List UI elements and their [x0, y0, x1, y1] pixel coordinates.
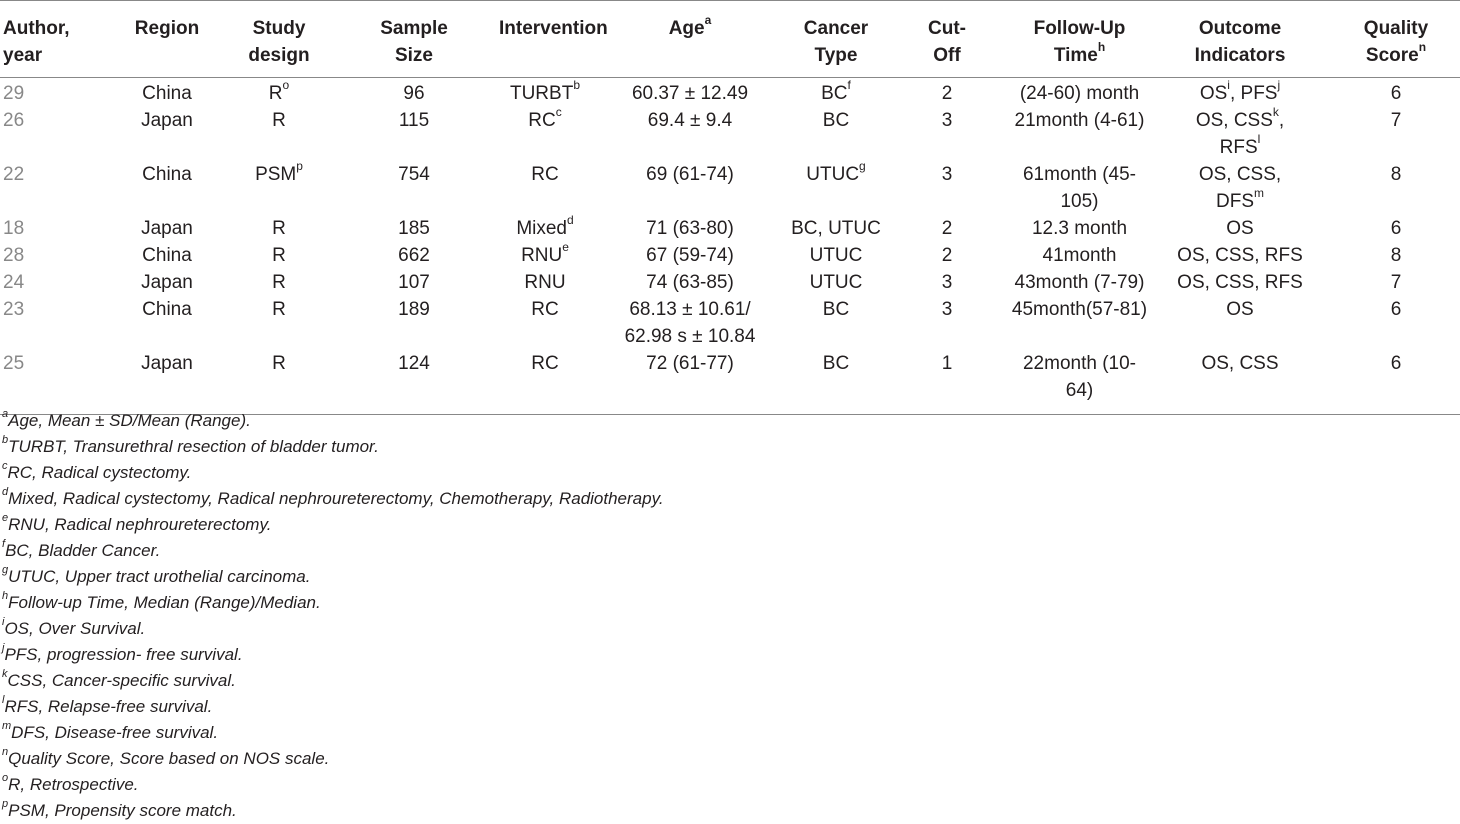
superscript-marker: o	[282, 78, 290, 92]
cell-age: 71 (63-80)	[646, 218, 734, 239]
cell-author: 18	[3, 218, 25, 239]
cell-author: 28	[3, 245, 25, 266]
footnote-marker: p	[2, 798, 9, 810]
footnote-marker: l	[2, 694, 5, 706]
cell-region: Japan	[141, 110, 193, 131]
cell-intervention: RC	[531, 164, 559, 185]
footnote-item: $^b$TURBT, Transurethral resection of bladder tumor.	[2, 434, 379, 456]
cell-cancer-type: $BC^f$	[821, 78, 851, 104]
table-row	[0, 107, 1460, 161]
table-row	[0, 78, 1460, 108]
cell-author: 26	[3, 110, 25, 131]
cell-sample-size: 754	[398, 164, 430, 185]
footnote-item: $^o$R, Retrospective.	[2, 772, 139, 794]
cell-quality-score: 8	[1390, 245, 1402, 266]
footnote-marker: k	[2, 668, 8, 680]
superscript-marker: m	[1254, 186, 1264, 200]
cell-age: 60.37 ± 12.49	[631, 83, 749, 104]
cell-intervention: RNU	[524, 272, 566, 293]
cell-quality-score: 7	[1390, 110, 1402, 131]
cell-intervention: $RC^c$	[528, 105, 562, 131]
footnote-item: $^d$Mixed, Radical cystectomy, Radical nephroureterectomy, Chemotherapy, Radiotherapy.	[2, 486, 664, 508]
cell-age: 74 (63-85)	[646, 272, 734, 293]
cell-quality-score: 6	[1390, 299, 1402, 320]
table-row	[0, 350, 1460, 415]
footnote-item: $^h$Follow-up Time, Median (Range)/Median.	[2, 590, 321, 612]
cell-study-design: R	[272, 110, 286, 131]
column-header: Cut- Off	[928, 18, 966, 66]
table-row	[0, 296, 1460, 350]
superscript-marker: c	[555, 105, 562, 119]
superscript-marker: l	[1257, 132, 1261, 146]
cell-follow-up: 12.3 month	[1031, 218, 1128, 239]
footnote-item: $^a$Age, Mean ± SD/Mean (Range).	[2, 408, 251, 430]
table-row	[0, 161, 1460, 215]
cell-quality-score: 6	[1390, 353, 1402, 374]
cell-outcome-indicators: OS, CSS, RFS	[1177, 245, 1303, 266]
cell-cut-off: 2	[941, 218, 953, 239]
cell-cut-off: 3	[941, 164, 953, 185]
cell-sample-size: 115	[398, 110, 430, 131]
cell-follow-up: 41month	[1042, 245, 1117, 266]
footnote-item: $^k$CSS, Cancer-specific survival.	[2, 668, 236, 690]
cell-outcome-indicators: OS	[1226, 299, 1254, 320]
footnote-marker: a	[2, 408, 9, 420]
cell-quality-score: 8	[1390, 164, 1402, 185]
column-header: Author, year	[3, 18, 70, 66]
footnote-marker: n	[2, 746, 9, 758]
cell-region: Japan	[141, 218, 193, 239]
cell-cancer-type: BC	[822, 299, 850, 320]
cell-sample-size: 107	[398, 272, 430, 293]
cell-outcome-indicators: OS, CSS, RFS	[1177, 272, 1303, 293]
column-header: Follow-Up Time$^h$	[1033, 18, 1126, 66]
cell-quality-score: 6	[1390, 218, 1402, 239]
superscript-marker: e	[562, 240, 569, 254]
cell-age: 67 (59-74)	[646, 245, 734, 266]
column-header: Study design	[248, 18, 310, 66]
cell-quality-score: 7	[1390, 272, 1402, 293]
table-body	[0, 78, 1460, 415]
cell-cancer-type: UTUC	[809, 272, 863, 293]
header-footnote-marker: h	[1097, 40, 1106, 54]
footnote-marker: m	[2, 720, 12, 732]
superscript-marker: j	[1277, 78, 1281, 92]
footnote-marker: c	[2, 460, 8, 472]
superscript-marker: d	[567, 213, 574, 227]
cell-follow-up: 45month(57-81)	[1011, 299, 1148, 320]
cell-follow-up: 43month (7-79)	[1014, 272, 1145, 293]
cell-sample-size: 96	[403, 83, 425, 104]
cell-study-design: PSM$^p$	[255, 159, 303, 185]
footnotes	[2, 408, 664, 824]
footnote-item: $^f$BC, Bladder Cancer.	[2, 538, 161, 560]
footnote-item: $^j$PFS, progression- free survival.	[2, 642, 243, 664]
footnote-item: $^c$RC, Radical cystectomy.	[2, 460, 192, 482]
footnote-marker: b	[2, 434, 9, 446]
cell-region: China	[142, 299, 192, 320]
superscript-marker: p	[296, 159, 303, 173]
cell-intervention: RC	[531, 353, 559, 374]
header-footnote-marker: a	[704, 13, 712, 27]
superscript-marker: k	[1272, 105, 1279, 119]
column-header: Region	[134, 18, 200, 39]
cell-cut-off: 3	[941, 299, 953, 320]
column-header: Outcome Indicators	[1194, 18, 1286, 66]
cell-study-design: R	[272, 272, 286, 293]
cell-quality-score: 6	[1390, 83, 1402, 104]
cell-cut-off: 3	[941, 272, 953, 293]
cell-cancer-type: BC, UTUC	[791, 218, 881, 239]
cell-region: Japan	[141, 353, 193, 374]
table-row	[0, 242, 1460, 269]
cell-outcome-indicators: OS, CSS	[1201, 353, 1279, 374]
cell-outcome-indicators: OS	[1226, 218, 1254, 239]
cell-follow-up: 21month (4-61)	[1014, 110, 1145, 131]
column-header: Cancer Type	[803, 18, 869, 66]
cell-sample-size: 185	[398, 218, 430, 239]
footnote-marker: f	[2, 538, 6, 550]
cell-cut-off: 1	[941, 353, 953, 374]
table-row	[0, 269, 1460, 296]
cell-intervention: Mixed$^d$	[516, 213, 574, 239]
cell-cut-off: 2	[941, 245, 953, 266]
cell-age: 69.4 ± 9.4	[647, 110, 733, 131]
footnote-item: $^p$PSM, Propensity score match.	[2, 798, 237, 820]
cell-intervention: TURBT$^b$	[509, 78, 580, 104]
cell-age: 68.13 ± 10.61/ 62.98 s ± 10.84	[624, 299, 756, 347]
cell-cut-off: 2	[941, 83, 953, 104]
superscript-marker: f	[847, 78, 851, 92]
footnote-marker: g	[2, 564, 9, 576]
cell-cancer-type: BC	[822, 353, 850, 374]
cell-age: 72 (61-77)	[646, 353, 734, 374]
cell-author: 29	[3, 83, 25, 104]
footnote-item: $^l$RFS, Relapse-free survival.	[2, 694, 213, 716]
footnote-marker: d	[2, 486, 9, 498]
cell-study-design: R	[272, 353, 286, 374]
cell-study-design: $R^o$	[268, 78, 290, 104]
cell-cancer-type: BC	[822, 110, 850, 131]
footnote-marker: j	[2, 642, 5, 654]
column-header: Age$^a$	[668, 13, 712, 39]
cell-author: 22	[3, 164, 25, 185]
cell-author: 25	[3, 353, 25, 374]
cell-outcome-indicators: OS, CSS, DFS$^m$	[1198, 164, 1282, 212]
cell-cancer-type: UTUC	[809, 245, 863, 266]
cell-follow-up: 22month (10-64)	[1022, 353, 1136, 401]
footnote-marker: i	[2, 616, 5, 628]
column-header: Quality Score$^n$	[1363, 18, 1429, 66]
cell-sample-size: 124	[398, 353, 430, 374]
footnote-item: $^m$DFS, Disease-free survival.	[2, 720, 219, 742]
cell-author: 24	[3, 272, 25, 293]
cell-intervention: RC	[531, 299, 559, 320]
footnote-item: $^n$Quality Score, Score based on NOS scale.	[2, 746, 330, 768]
cell-sample-size: 662	[398, 245, 430, 266]
footnote-item: $^g$UTUC, Upper tract urothelial carcinoma.	[2, 564, 311, 586]
cell-study-design: R	[272, 245, 286, 266]
table-header-row	[0, 1, 1460, 78]
cell-follow-up: (24-60) month	[1019, 83, 1140, 104]
superscript-marker: b	[573, 78, 580, 92]
footnote-marker: e	[2, 512, 9, 524]
superscript-marker: i	[1227, 78, 1230, 92]
cell-region: Japan	[141, 272, 193, 293]
cell-cancer-type: UTUC$^g$	[806, 159, 866, 185]
cell-region: China	[142, 245, 192, 266]
cell-age: 69 (61-74)	[646, 164, 734, 185]
cell-cut-off: 3	[941, 110, 953, 131]
cell-sample-size: 189	[398, 299, 430, 320]
cell-author: 23	[3, 299, 25, 320]
footnote-item: $^i$OS, Over Survival.	[2, 616, 146, 638]
cell-outcome-indicators: $OS^i$, PFS$^j$	[1199, 78, 1281, 104]
cell-region: China	[142, 164, 192, 185]
cell-follow-up: 61month (45-105)	[1022, 164, 1136, 212]
column-header: Intervention	[499, 18, 608, 39]
cell-region: China	[142, 83, 192, 104]
footnote-marker: h	[2, 590, 9, 602]
cell-outcome-indicators: OS, CSS$^k$, RFS$^l$	[1195, 105, 1285, 158]
superscript-marker: g	[859, 159, 866, 173]
header-footnote-marker: n	[1418, 40, 1427, 54]
footnote-item: $^e$RNU, Radical nephroureterectomy.	[2, 512, 272, 534]
cell-study-design: R	[272, 218, 286, 239]
cell-intervention: RNU$^e$	[521, 240, 569, 266]
table-row	[0, 215, 1460, 242]
column-header: Sample Size	[380, 18, 448, 66]
footnote-marker: o	[2, 772, 9, 784]
cell-study-design: R	[272, 299, 286, 320]
